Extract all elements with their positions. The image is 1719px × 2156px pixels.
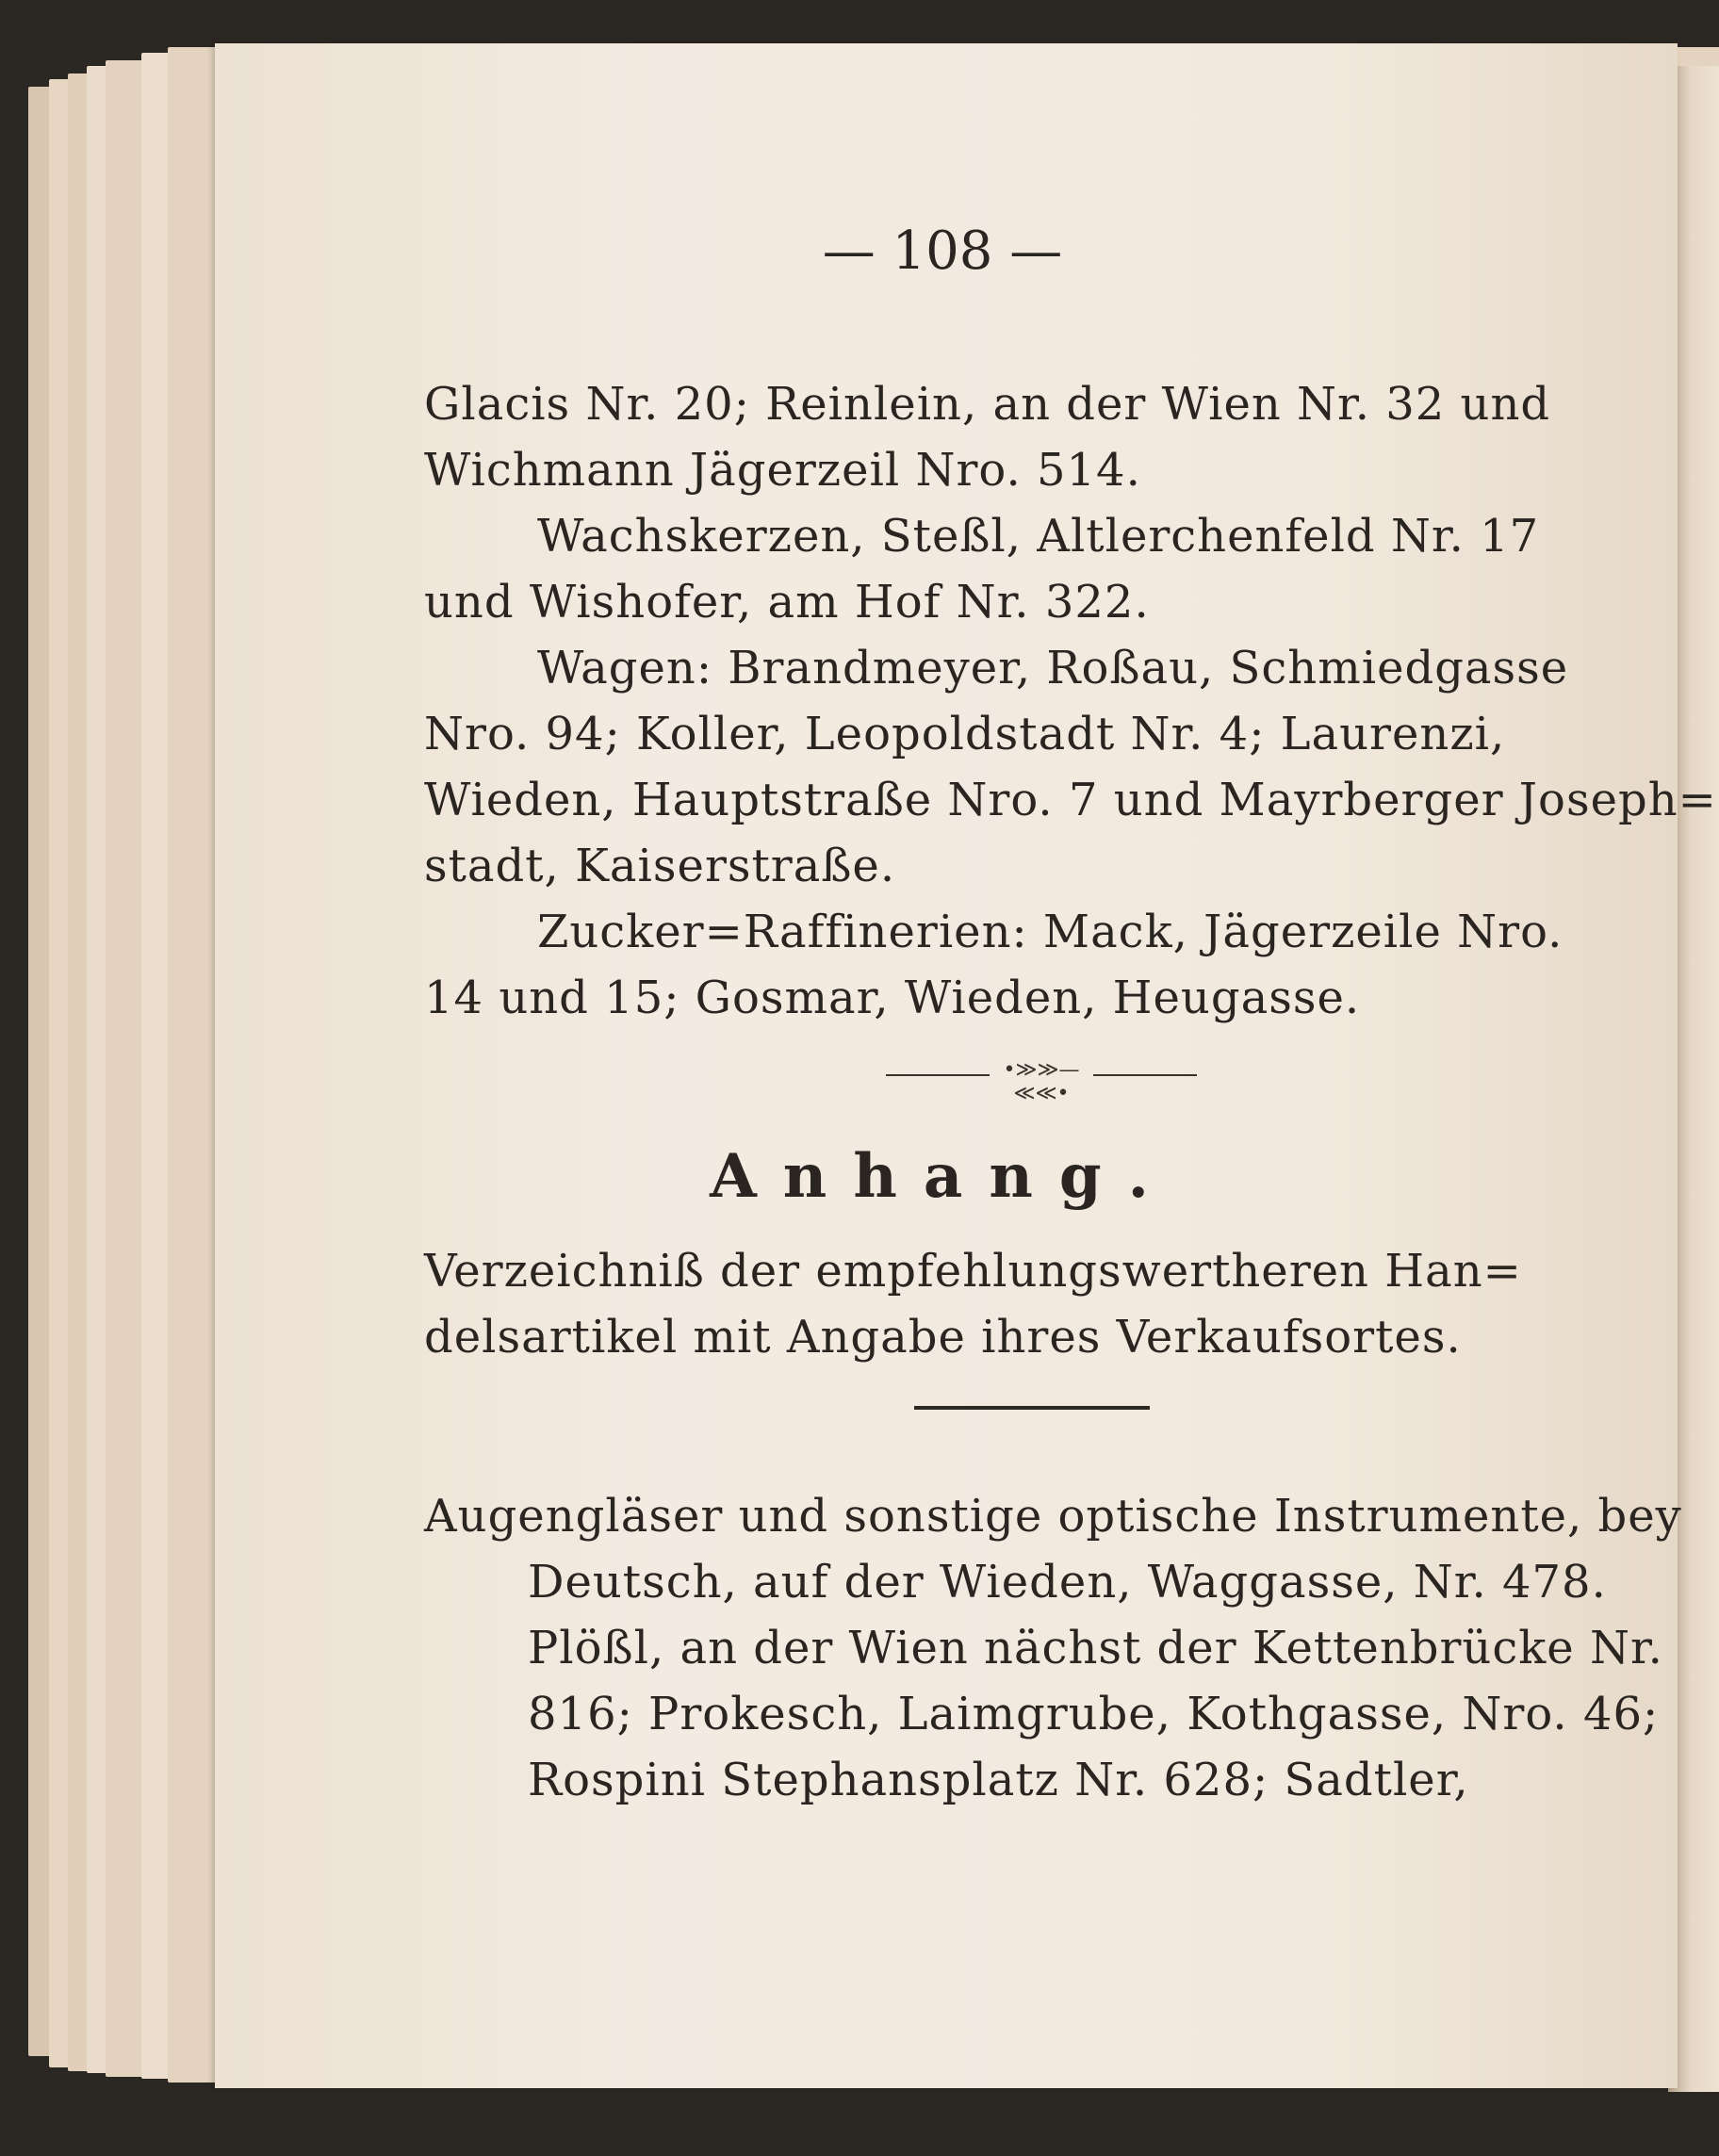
text-line: Wieden, Hauptstraße Nro. 7 und Mayrberger Joseph= <box>424 774 1717 826</box>
entry-line: Plößl, an der Wien nächst der Kettenbrücke Nr. <box>528 1622 1663 1674</box>
text-line: Nro. 94; Koller, Leopoldstadt Nr. 4; Laurenzi, <box>424 708 1506 760</box>
text-line: Wichmann Jägerzeil Nro. 514. <box>424 444 1141 497</box>
divider-rule <box>886 1074 990 1076</box>
section-heading: Anhang. <box>710 1141 1175 1212</box>
subheading-line: Verzeichniß der empfehlungswertheren Han= <box>424 1245 1522 1298</box>
text-line: 14 und 15; Gosmar, Wieden, Heugasse. <box>424 972 1361 1024</box>
divider-rule <box>1093 1074 1197 1076</box>
divider-ornament: •≫≫—≪≪• <box>1003 1058 1080 1105</box>
entry-line: 816; Prokesch, Laimgrube, Kothgasse, Nro. 46; <box>528 1688 1660 1740</box>
entry-line: Rospini Stephansplatz Nr. 628; Sadtler, <box>528 1754 1469 1806</box>
text-line: und Wishofer, am Hof Nr. 322. <box>424 576 1150 629</box>
page-number: — 108 — <box>822 220 1063 282</box>
text-line: stadt, Kaiserstraße. <box>424 840 896 892</box>
text-line: Wagen: Brandmeyer, Roßau, Schmiedgasse <box>537 642 1569 694</box>
text-line: Glacis Nr. 20; Reinlein, an der Wien Nr. 32 und <box>424 378 1551 431</box>
entry-line: Deutsch, auf der Wieden, Waggasse, Nr. 478. <box>528 1556 1607 1609</box>
book-page <box>215 43 1717 2088</box>
ornamental-divider <box>886 1058 1197 1105</box>
entry-line: Augengläser und sonstige optische Instrumente, bey <box>424 1490 1682 1543</box>
text-line: Zucker=Raffinerien: Mack, Jägerzeile Nro. <box>537 906 1563 958</box>
subheading-line: delsartikel mit Angabe ihres Verkaufsortes. <box>424 1311 1462 1364</box>
plain-rule <box>914 1406 1150 1410</box>
text-line: Wachskerzen, Steßl, Altlerchenfeld Nr. 17 <box>537 510 1540 563</box>
